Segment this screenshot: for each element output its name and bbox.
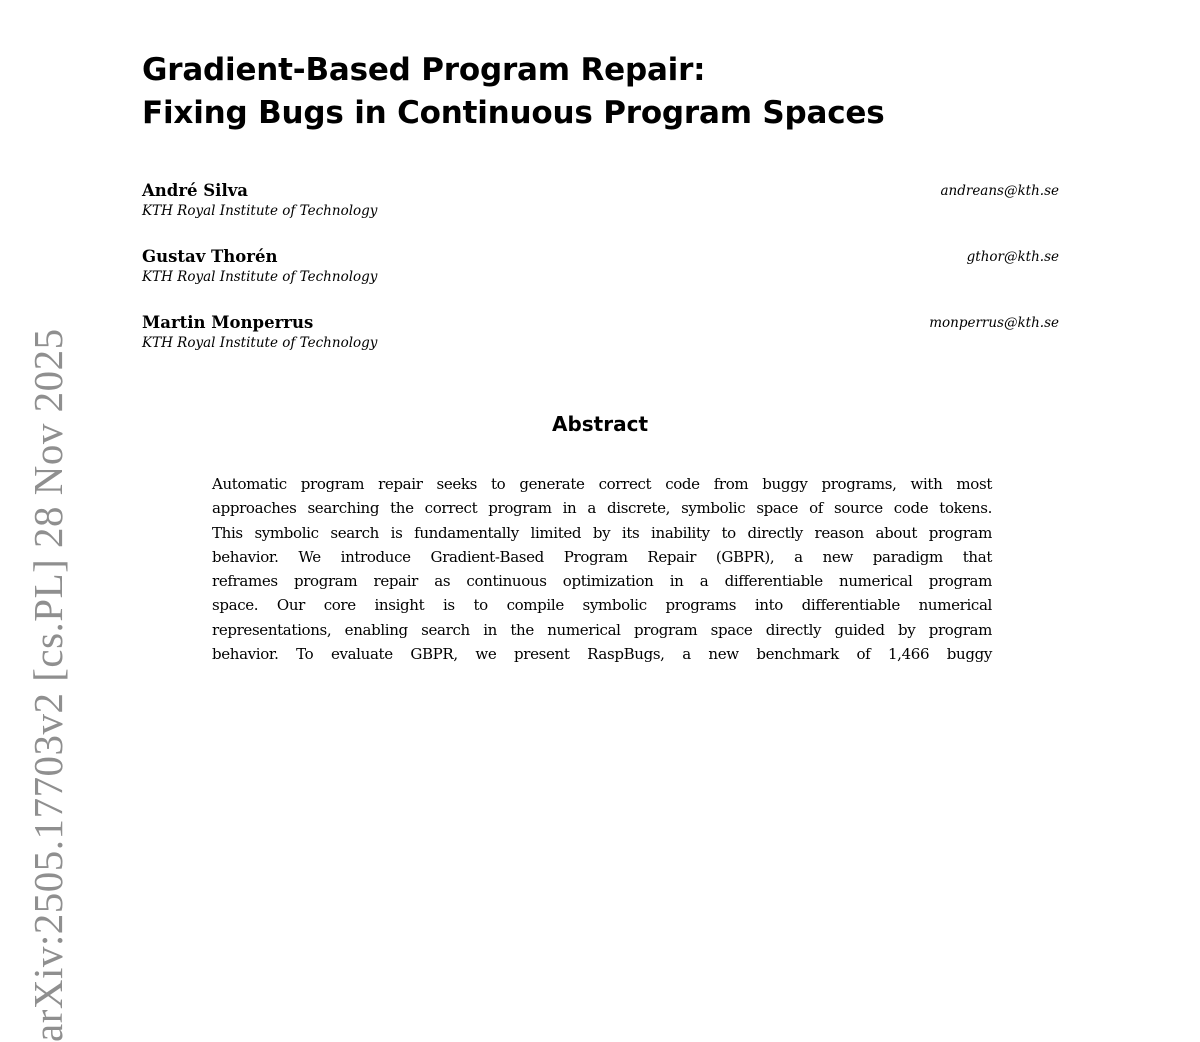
abstract-line: space. Our core insight is to compile symbolic programs into differentiable numerical (212, 596, 992, 615)
author-email: monperrus@kth.se (929, 315, 1059, 331)
author-name: André Silva (142, 181, 249, 200)
title-line-1: Gradient-Based Program Repair: (142, 52, 706, 88)
abstract-heading: Abstract (551, 412, 649, 436)
author-email: gthor@kth.se (966, 249, 1059, 265)
author-affiliation: KTH Royal Institute of Technology (142, 335, 378, 351)
author-email: andreans@kth.se (940, 183, 1059, 199)
abstract-line: This symbolic search is fundamentally limited by its inability to directly reason about program (212, 523, 992, 542)
abstract-line: Automatic program repair seeks to generate correct code from buggy programs, with most (212, 475, 992, 493)
abstract-body (212, 472, 992, 666)
author-name: Gustav Thorén (142, 247, 278, 266)
abstract-line: behavior. We introduce Gradient-Based Program Repair (GBPR), a new paradigm that (212, 547, 992, 566)
author-affiliation: KTH Royal Institute of Technology (142, 269, 378, 285)
title-line-2: Fixing Bugs in Continuous Program Spaces (142, 95, 885, 131)
paper-title (142, 49, 1042, 135)
author-block (142, 180, 1062, 224)
author-block (142, 312, 1062, 356)
abstract-line: representations, enabling search in the numerical program space directly guided by program (212, 620, 992, 639)
abstract-line: behavior. To evaluate GBPR, we present RaspBugs, a new benchmark of 1,466 buggy (212, 645, 992, 664)
arxiv-stamp: arXiv:2505.17703v2 [cs.PL] 28 Nov 2025 (25, 328, 71, 1042)
author-block (142, 246, 1062, 290)
author-affiliation: KTH Royal Institute of Technology (142, 203, 378, 219)
author-name: Martin Monperrus (142, 313, 314, 332)
abstract-line: approaches searching the correct program in a discrete, symbolic space of source code tokens. (212, 499, 992, 518)
abstract-line: reframes program repair as continuous optimization in a differentiable numerical program (212, 572, 992, 591)
